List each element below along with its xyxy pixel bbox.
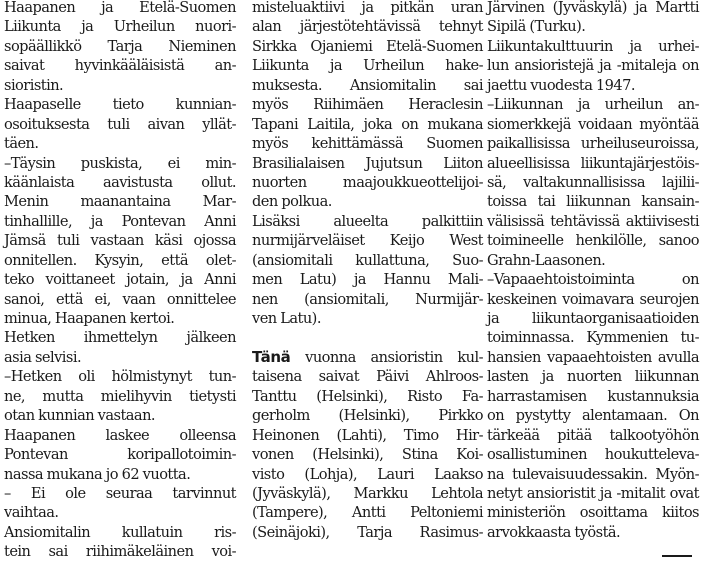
text-line: tinhallille, ja Pontevan Anni (4, 212, 236, 230)
text-line: osoituksesta tuli aivan yllät- (4, 115, 236, 133)
text-line: onnitellen. Kysyin, että olet- (4, 251, 236, 269)
text-line: Jämsä tuli vastaan käsi ojossa (4, 232, 236, 250)
text-line: täen. (4, 135, 39, 153)
text-line: Heinonen (Lahti), Timo Hir- (252, 426, 483, 444)
text-line: Lisäksi alueelta palkittiin (252, 212, 483, 230)
text-line: nen (ansiomitali, Nurmijär- (252, 290, 483, 308)
article-column-2 (252, 0, 483, 542)
text-line: Järvinen (Jyväskylä) ja Martti (487, 0, 699, 16)
text-line: –Hetken oli hölmistynyt tun- (4, 368, 236, 386)
text-line: visto (Lohja), Lauri Laakso (252, 465, 483, 483)
text-line: jaettu vuodesta 1947. (487, 76, 635, 94)
column-2-upper-text (252, 0, 483, 328)
text-line: vaihtaa. (4, 504, 59, 522)
text-line: käänlaista aavistusta ollut. (4, 173, 236, 191)
text-line: myös Riihimäen Heraclesin (252, 96, 483, 114)
text-line: Grahn-Laasonen. (487, 251, 606, 269)
article-end-rule (662, 555, 692, 557)
text-line: lasten ja nuorten liikunnan (487, 368, 699, 386)
text-line: alueellisissa liikuntajärjestöis- (487, 154, 699, 172)
text-line: Haapanen ja Etelä-Suomen (4, 0, 236, 16)
text-line: Ansiomitalin kullatuin ris- (4, 523, 236, 541)
column-2-lower-text (252, 367, 483, 542)
text-line: Sirkka Ojaniemi Etelä-Suomen (252, 37, 483, 55)
text-line: na tulevaisuudessakin. Myön- (487, 465, 699, 483)
text-line: – Ei ole seuraa tarvinnut (4, 484, 236, 502)
section-lead-word: Tänä (252, 347, 291, 366)
section-gap (252, 328, 483, 347)
text-line: teko voittaneet jotain, ja Anni (4, 271, 236, 289)
text-line: muksesta. Ansiomitalin sai (252, 76, 483, 94)
text-line: gerholm (Helsinki), Pirkko (252, 407, 483, 425)
text-line: nurmijärveläiset Keijo West (252, 232, 483, 250)
text-line: Liikunta ja Urheilun nuori- (4, 18, 236, 36)
text-line: Liikunta ja Urheilun hake- (252, 57, 483, 75)
text-line: minua, Haapanen kertoi. (4, 310, 175, 327)
text-line: toissa tai liikunnan kansain- (487, 193, 699, 211)
text-line: nassa mukana jo 62 vuotta. (4, 465, 191, 483)
text-line: myös kehittämässä Suomen (252, 135, 483, 153)
text-line: sopäällikkö Tarja Nieminen (4, 37, 236, 55)
text-line: Liikuntakulttuurin ja urhei- (487, 37, 699, 55)
text-line: (Jyväskylä), Markku Lehtola (252, 484, 483, 502)
article-column-1 (4, 0, 236, 562)
text-line: –Täysin puskista, ei min- (4, 154, 236, 172)
article-column-3 (487, 0, 699, 542)
text-line: Menin maanantaina Mar- (4, 193, 236, 211)
text-line: keskeinen voimavara seurojen (487, 290, 699, 308)
text-line: Haapaselle tieto kunnian- (4, 96, 236, 114)
section-lead-line (252, 348, 483, 367)
text-line: (Seinäjoki), Tarja Rasimus- (252, 523, 483, 541)
text-line: arvokkaasta työstä. (487, 523, 621, 541)
text-line: toiminnassa. Kymmenien tu- (487, 329, 699, 347)
text-line: (Tampere), Antti Peltoniemi (252, 504, 483, 522)
text-line: men Latu) ja Hannu Mali- (252, 271, 483, 289)
text-line: Pontevan koripallotoimin- (4, 446, 236, 464)
text-line: hansien vapaaehtoisten avulla (487, 348, 699, 366)
text-line: on pystytty alentamaan. On (487, 407, 699, 425)
text-line: osallistuminen houkutteleva- (487, 446, 699, 464)
text-line: netyt ansioristit ja -mitalit ovat (487, 484, 699, 502)
text-line: den polkua. (252, 193, 332, 211)
text-line: nuorten maajoukkueottelijoi- (252, 173, 483, 191)
text-line: Tanttu (Helsinki), Risto Fa- (252, 387, 483, 405)
text-line: sä, valtakunnallisissa lajilii- (487, 173, 699, 191)
text-line: lun ansioristejä ja -mitaleja on (487, 57, 699, 75)
text-line: alan järjestötehtävissä tehnyt (252, 18, 483, 36)
text-line: (ansiomitali kullattuna, Suo- (252, 251, 483, 269)
text-line: ne, mutta mielihyvin tietysti (4, 387, 236, 405)
text-line: –Liikunnan ja urheilun an- (487, 96, 699, 114)
text-line: –Vapaaehtoistoiminta on (487, 271, 699, 289)
section-lead-rest: vuonna ansioristin kul- (305, 348, 483, 366)
text-line: Tapani Laitila, joka on mukana (252, 115, 483, 133)
text-line: ven Latu). (252, 310, 321, 327)
text-line: tärkeää pitää talkootyöhön (487, 426, 699, 444)
text-line: vonen (Helsinki), Stina Koi- (252, 446, 483, 464)
text-line: Sipilä (Turku). (487, 18, 586, 36)
text-line: misteluaktiivi ja pitkän uran (252, 0, 483, 16)
text-line: saivat hyvinkääläisistä an- (4, 57, 236, 75)
text-line: Brasilialaisen Jujutsun Liiton (252, 154, 483, 172)
text-line: siomerkkejä voidaan myöntää (487, 115, 699, 133)
text-line: tein sai riihimäkeläinen voi- (4, 543, 236, 561)
text-line: asia selvisi. (4, 348, 82, 366)
text-line: paikallisissa urheiluseuroissa, (487, 135, 699, 153)
text-line: ja liikuntaorganisaatioiden (487, 310, 699, 327)
text-line: Hetken ihmettelyn jälkeen (4, 329, 236, 347)
text-line: välisissä tehtävissä aktiivisesti (487, 212, 699, 230)
text-line: otan kunnian vastaan. (4, 407, 156, 425)
text-line: ministeriön osoittama kiitos (487, 504, 699, 522)
text-line: Haapanen laskee olleensa (4, 426, 236, 444)
text-line: toimineelle henkilölle, sanoo (487, 232, 699, 250)
text-line: harrastamisen kustannuksia (487, 387, 699, 405)
text-line: taisena saivat Päivi Ahlroos- (252, 368, 483, 386)
text-line: sioristin. (4, 76, 64, 94)
text-line: sanoi, että ei, vaan onnittelee (4, 290, 236, 308)
